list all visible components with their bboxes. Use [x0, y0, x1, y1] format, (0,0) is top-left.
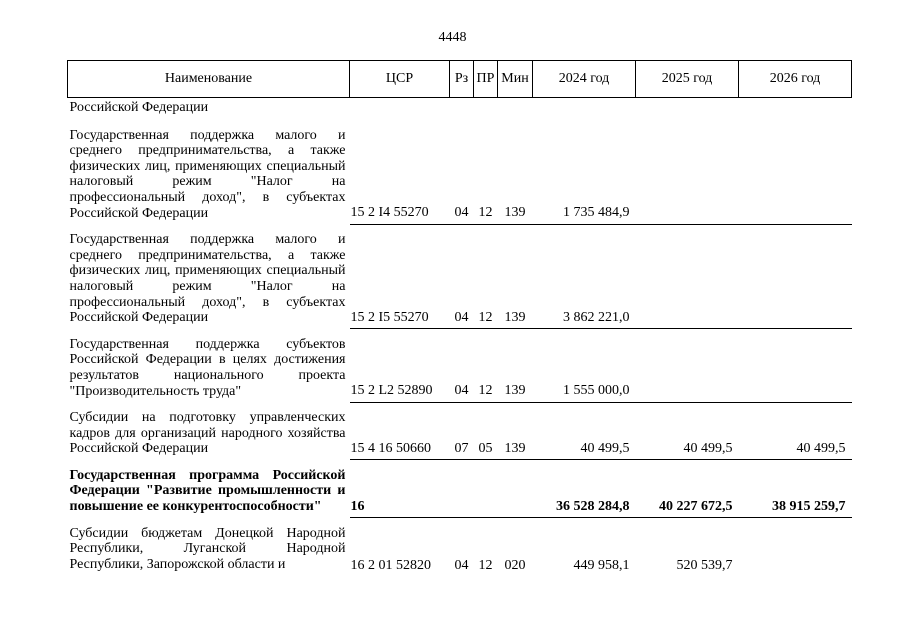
row-pr: 05 [474, 402, 498, 460]
row-rz: 04 [450, 329, 474, 402]
row-2024 [533, 98, 636, 128]
row-csr [350, 98, 450, 128]
row-2025: 520 539,7 [636, 518, 739, 577]
row-2024: 1 555 000,0 [533, 329, 636, 402]
table-row [68, 329, 852, 402]
row-2026 [739, 98, 852, 128]
row-name: Государственная поддержка малого и среднего предпринимательства, а также физических лиц, применяющих специальный налоговый режим "Налог на профессиональный доход", в субъектах Российской Федерации [69, 127, 346, 221]
row-2024: 449 958,1 [533, 518, 636, 577]
table-row [68, 224, 852, 329]
row-min: 139 [498, 329, 533, 402]
row-pr: 12 [474, 224, 498, 329]
header-2024: 2024 год [533, 61, 636, 98]
table-header-row [68, 61, 852, 98]
row-2026 [739, 518, 852, 577]
row-rz [450, 460, 474, 518]
table-row [68, 98, 852, 128]
row-min [498, 98, 533, 128]
row-min: 020 [498, 518, 533, 577]
row-name: Государственная поддержка субъектов Российской Федерации в целях достижения результатов национального проекта "Производительность труда" [69, 336, 346, 399]
page-number: 4448 [438, 30, 467, 45]
row-csr: 15 2 I4 55270 [350, 205, 429, 221]
header-name: Наименование [68, 61, 350, 98]
row-pr [474, 460, 498, 518]
row-name: Государственная поддержка малого и среднего предпринимательства, а также физических лиц, применяющих специальный налоговый режим "Налог на профессиональный доход", в субъектах Российской Федерации [69, 232, 346, 326]
row-rz [450, 98, 474, 128]
row-rz: 07 [450, 402, 474, 460]
row-2025: 40 227 672,5 [636, 460, 739, 518]
header-csr: ЦСР [350, 61, 450, 98]
row-2025 [636, 98, 739, 128]
row-2024: 1 735 484,9 [563, 205, 630, 221]
row-csr: 15 2 L2 52890 [350, 329, 450, 402]
row-pr: 12 [478, 205, 493, 221]
row-2025: 40 499,5 [636, 402, 739, 460]
row-2025 [636, 329, 739, 402]
row-csr: 15 4 16 50660 [350, 402, 450, 460]
budget-table [67, 60, 852, 576]
row-name: Субсидии на подготовку управленческих кадров для организаций народного хозяйства Российской Федерации [69, 410, 346, 457]
row-name: Российской Федерации [69, 100, 209, 115]
table-row-program [68, 460, 852, 518]
row-min: 139 [498, 224, 533, 329]
row-rz: 04 [450, 518, 474, 577]
row-2026 [739, 128, 852, 225]
row-csr: 16 2 01 52820 [350, 518, 450, 577]
row-min [498, 460, 533, 518]
table-row [68, 128, 852, 225]
row-2026 [739, 224, 852, 329]
table-row [68, 402, 852, 460]
row-rz: 04 [450, 224, 474, 329]
row-2026: 38 915 259,7 [739, 460, 852, 518]
row-2024: 3 862 221,0 [533, 224, 636, 329]
row-name: Субсидии бюджетам Донецкой Народной Республики, Луганской Народной Республики, Запорожской области и [69, 525, 346, 572]
row-name: Государственная программа Российской Федерации "Развитие промышленности и повышение ее конкурентоспособности" [69, 467, 346, 515]
row-csr: 15 2 I5 55270 [350, 224, 450, 329]
row-pr: 12 [474, 329, 498, 402]
row-pr [474, 98, 498, 128]
row-pr: 12 [474, 518, 498, 577]
row-2024: 36 528 284,8 [533, 460, 636, 518]
row-2025 [636, 224, 739, 329]
row-min: 139 [498, 402, 533, 460]
header-pr: ПР [474, 61, 498, 98]
table-row [68, 518, 852, 577]
row-csr: 16 [350, 460, 450, 518]
row-min: 139 [504, 205, 526, 221]
row-rz: 04 [454, 205, 469, 221]
header-2026: 2026 год [739, 61, 852, 98]
header-min: Мин [498, 61, 533, 98]
row-2025 [636, 128, 739, 225]
row-2024: 40 499,5 [533, 402, 636, 460]
header-rz: Рз [450, 61, 474, 98]
row-2026 [739, 329, 852, 402]
row-2026: 40 499,5 [739, 402, 852, 460]
header-2025: 2025 год [636, 61, 739, 98]
